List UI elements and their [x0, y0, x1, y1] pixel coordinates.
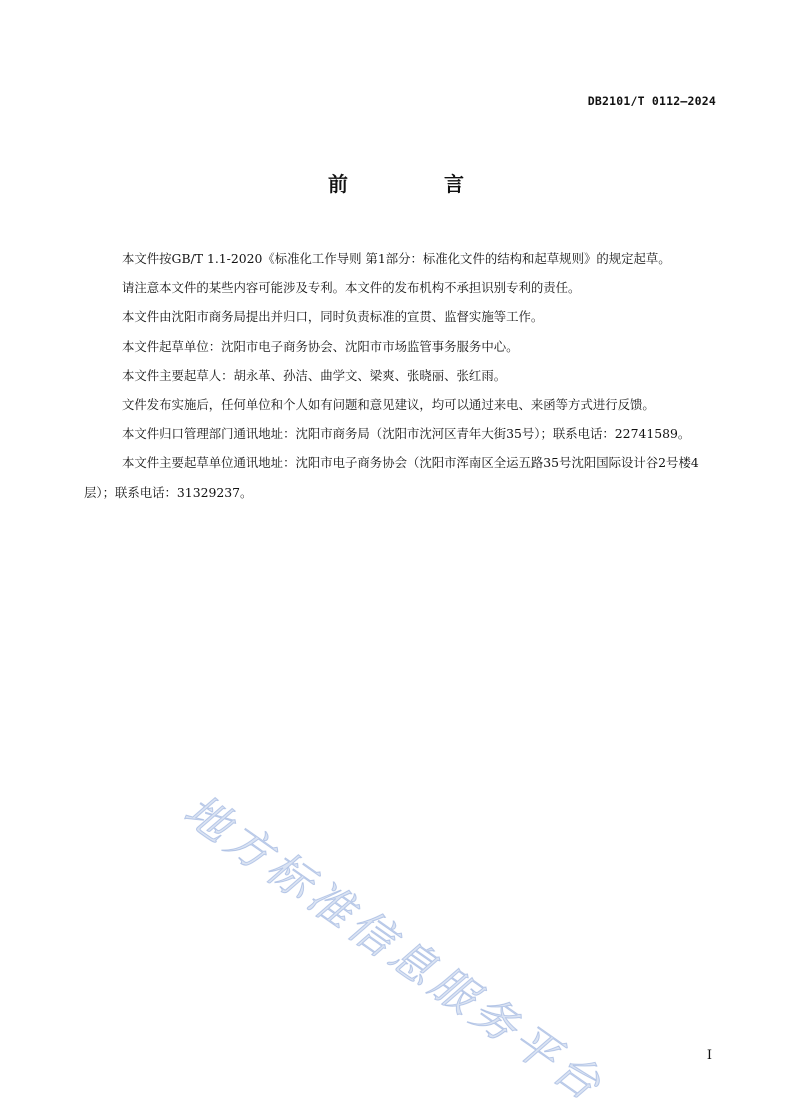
watermark: 地方标准信息服务平台 [174, 784, 614, 1114]
paragraph-proposer: 本文件由沈阳市商务局提出并归口，同时负责标准的宣贯、监督实施等工作。 [122, 309, 544, 325]
paragraph-drafting-units: 本文件起草单位：沈阳市电子商务协会、沈阳市市场监管事务服务中心。 [122, 338, 519, 354]
paragraph-authority-address: 本文件归口管理部门通讯地址：沈阳市商务局（沈阳市沈河区青年大街35号）；联系电话：22741589。 [122, 426, 691, 442]
paragraph-patent-notice: 请注意本文件的某些内容可能涉及专利。本文件的发布机构不承担识别专利的责任。 [122, 280, 581, 296]
page-title: 前 言 [328, 172, 502, 196]
page-number: I [706, 1048, 712, 1063]
paragraph-drafting-rules: 本文件按GB/T 1.1-2020《标准化工作导则 第1部分：标准化文件的结构和起草规则》的规定起草。 [122, 251, 671, 266]
standard-code: DB2101/T 0112—2024 [587, 94, 716, 108]
paragraph-drafting-unit-address: 本文件主要起草单位通讯地址：沈阳市电子商务协会（沈阳市浑南区全运五路35号沈阳国际设计谷2号楼4层）；联系电话：31329237。 [84, 455, 699, 500]
paragraph-feedback: 文件发布实施后，任何单位和个人如有问题和意见建议，均可以通过来电、来函等方式进行反馈。 [122, 397, 655, 413]
paragraph-drafters: 本文件主要起草人：胡永革、孙洁、曲学文、梁爽、张晓丽、张红雨。 [122, 367, 507, 383]
foreword-body [84, 244, 718, 507]
